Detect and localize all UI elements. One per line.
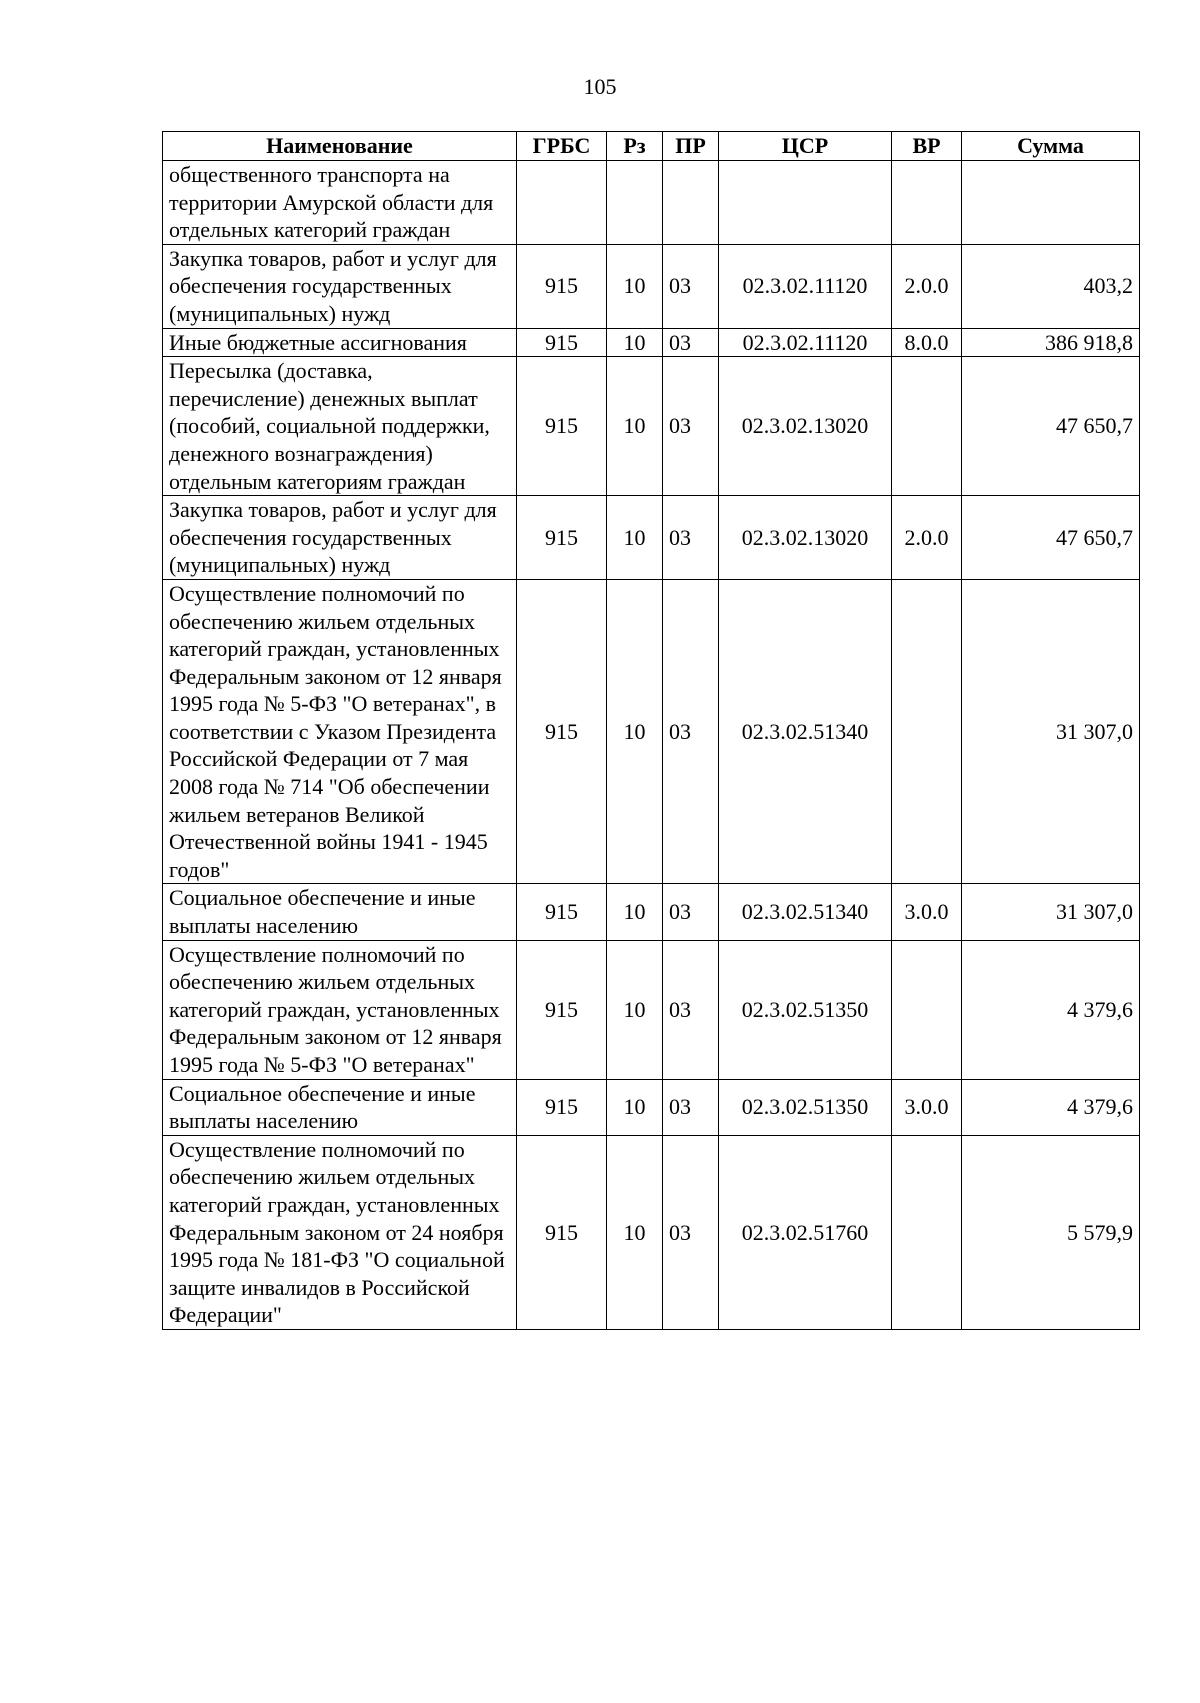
cell-rz: 10 — [607, 357, 663, 496]
header-csr: ЦСР — [719, 132, 892, 161]
cell-rz: 10 — [607, 1079, 663, 1135]
cell-pr: 03 — [663, 1079, 719, 1135]
cell-vr: 3.0.0 — [892, 1079, 962, 1135]
cell-pr — [663, 161, 719, 245]
cell-sum: 47 650,7 — [962, 496, 1140, 580]
cell-csr: 02.3.02.51340 — [719, 579, 892, 884]
cell-name: общественного транспорта на территории Амурской области для отдельных категорий граждан — [163, 161, 517, 245]
header-pr: ПР — [663, 132, 719, 161]
cell-sum: 31 307,0 — [962, 884, 1140, 940]
cell-name: Осуществление полномочий по обеспечению жильем отдельных категорий граждан, установленных Федеральным законом от 12 января 1995 года № 5-ФЗ "О ветеранах", в соответствии с Указом Президента Российской Федерации от 7 мая 2008 года № 714 "Об обеспечении жильем ветеранов Великой Отечественной войны 1941 - 1945 годов" — [163, 579, 517, 884]
cell-sum: 4 379,6 — [962, 940, 1140, 1079]
header-vr: ВР — [892, 132, 962, 161]
table-row — [163, 496, 1140, 580]
cell-grbs — [517, 161, 607, 245]
table-row — [163, 244, 1140, 328]
cell-name: Закупка товаров, работ и услуг для обеспечения государственных (муниципальных) нужд — [163, 244, 517, 328]
table-row — [163, 940, 1140, 1079]
cell-sum: 47 650,7 — [962, 357, 1140, 496]
header-grbs: ГРБС — [517, 132, 607, 161]
cell-csr: 02.3.02.13020 — [719, 357, 892, 496]
cell-vr — [892, 1135, 962, 1329]
page-number: 105 — [583, 74, 617, 99]
table-row — [163, 357, 1140, 496]
cell-pr: 03 — [663, 940, 719, 1079]
cell-sum: 4 379,6 — [962, 1079, 1140, 1135]
cell-grbs: 915 — [517, 884, 607, 940]
cell-csr: 02.3.02.13020 — [719, 496, 892, 580]
table-row — [163, 884, 1140, 940]
cell-vr — [892, 579, 962, 884]
cell-grbs: 915 — [517, 357, 607, 496]
cell-grbs: 915 — [517, 940, 607, 1079]
cell-pr: 03 — [663, 1135, 719, 1329]
cell-sum — [962, 161, 1140, 245]
cell-csr: 02.3.02.51350 — [719, 1079, 892, 1135]
cell-name: Социальное обеспечение и иные выплаты населению — [163, 884, 517, 940]
cell-grbs: 915 — [517, 579, 607, 884]
cell-grbs: 915 — [517, 244, 607, 328]
header-name: Наименование — [163, 132, 517, 161]
cell-pr: 03 — [663, 884, 719, 940]
cell-name: Осуществление полномочий по обеспечению жильем отдельных категорий граждан, установленных Федеральным законом от 12 января 1995 года № 5-ФЗ "О ветеранах" — [163, 940, 517, 1079]
table-row — [163, 328, 1140, 357]
cell-rz: 10 — [607, 244, 663, 328]
cell-pr: 03 — [663, 496, 719, 580]
cell-grbs: 915 — [517, 496, 607, 580]
cell-rz: 10 — [607, 884, 663, 940]
table-header-row — [163, 132, 1140, 161]
cell-grbs: 915 — [517, 1079, 607, 1135]
cell-rz: 10 — [607, 1135, 663, 1329]
cell-sum: 403,2 — [962, 244, 1140, 328]
cell-sum: 31 307,0 — [962, 579, 1140, 884]
header-sum: Сумма — [962, 132, 1140, 161]
cell-name: Иные бюджетные ассигнования — [163, 328, 517, 357]
cell-rz: 10 — [607, 328, 663, 357]
cell-rz — [607, 161, 663, 245]
cell-vr: 2.0.0 — [892, 244, 962, 328]
cell-name: Осуществление полномочий по обеспечению жильем отдельных категорий граждан, установленных Федеральным законом от 24 ноября 1995 года № 181-ФЗ "О социальной защите инвалидов в Российской Федерации" — [163, 1135, 517, 1329]
cell-vr: 8.0.0 — [892, 328, 962, 357]
cell-grbs: 915 — [517, 1135, 607, 1329]
budget-table — [162, 131, 1140, 1330]
cell-vr — [892, 357, 962, 496]
cell-rz: 10 — [607, 940, 663, 1079]
header-rz: Рз — [607, 132, 663, 161]
cell-csr — [719, 161, 892, 245]
cell-rz: 10 — [607, 496, 663, 580]
table-row — [163, 1079, 1140, 1135]
cell-csr: 02.3.02.51350 — [719, 940, 892, 1079]
cell-vr — [892, 161, 962, 245]
cell-vr: 3.0.0 — [892, 884, 962, 940]
cell-csr: 02.3.02.51760 — [719, 1135, 892, 1329]
cell-vr — [892, 940, 962, 1079]
cell-vr: 2.0.0 — [892, 496, 962, 580]
cell-pr: 03 — [663, 357, 719, 496]
cell-csr: 02.3.02.11120 — [719, 328, 892, 357]
cell-pr: 03 — [663, 328, 719, 357]
cell-csr: 02.3.02.51340 — [719, 884, 892, 940]
cell-name: Закупка товаров, работ и услуг для обеспечения государственных (муниципальных) нужд — [163, 496, 517, 580]
cell-sum: 5 579,9 — [962, 1135, 1140, 1329]
table-row — [163, 579, 1140, 884]
cell-name: Социальное обеспечение и иные выплаты населению — [163, 1079, 517, 1135]
table-row — [163, 1135, 1140, 1329]
cell-pr: 03 — [663, 579, 719, 884]
cell-sum: 386 918,8 — [962, 328, 1140, 357]
cell-grbs: 915 — [517, 328, 607, 357]
cell-csr: 02.3.02.11120 — [719, 244, 892, 328]
cell-pr: 03 — [663, 244, 719, 328]
cell-name: Пересылка (доставка, перечисление) денежных выплат (пособий, социальной поддержки, денежного вознаграждения) отдельным категориям граждан — [163, 357, 517, 496]
cell-rz: 10 — [607, 579, 663, 884]
table-row — [163, 161, 1140, 245]
